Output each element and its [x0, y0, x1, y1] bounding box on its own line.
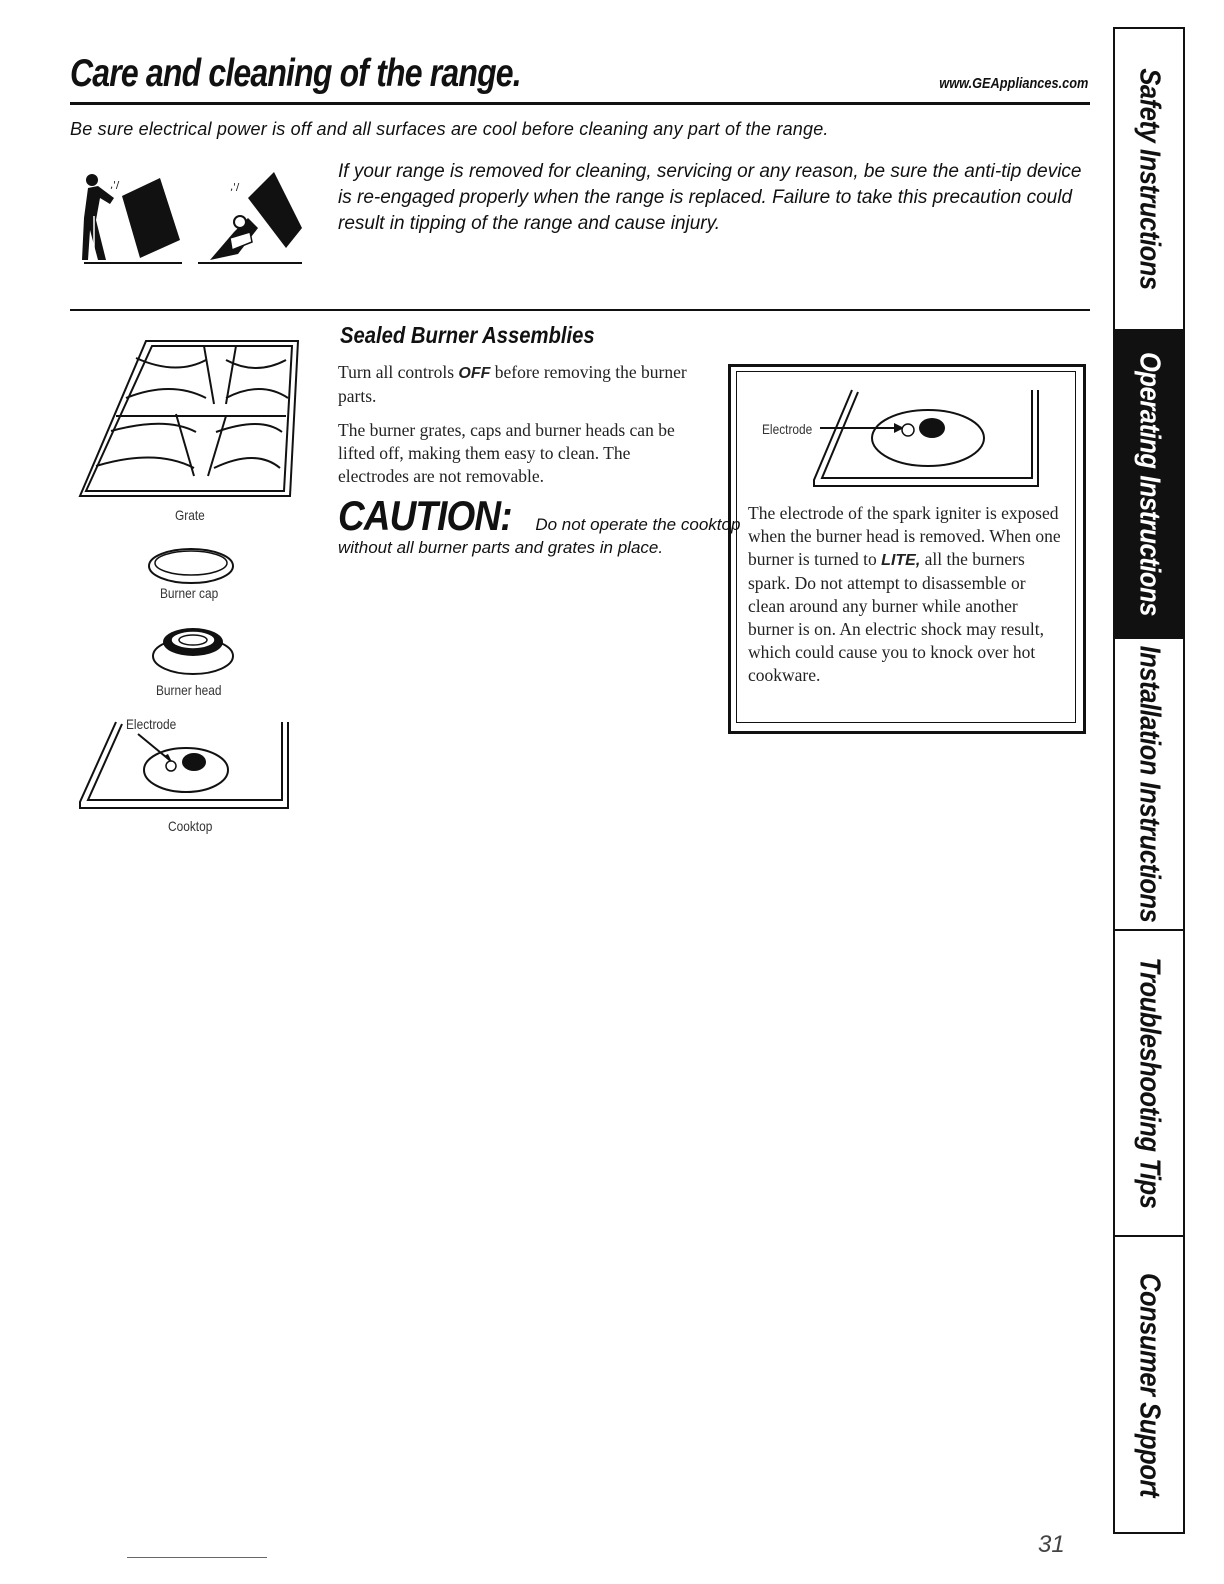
burner-cap-illustration	[146, 546, 236, 586]
tab-consumer-support[interactable]	[1115, 1237, 1183, 1532]
section-heading: Sealed Burner Assemblies	[340, 322, 595, 348]
tab-safety-instructions[interactable]	[1115, 29, 1183, 331]
paragraph-removable-parts: The burner grates, caps and burner heads can be lifted off, making them easy to clean. The electrodes are not removable.	[338, 420, 675, 486]
caution-text-1: Do not operate the cooktop	[535, 515, 741, 534]
svg-text:,'/: ,'/	[230, 182, 240, 193]
page-title: Care and cleaning of the range.	[70, 52, 521, 95]
box-text-after: all the burners spark. Do not attempt to disassemble or clean around any burner while another burner is on. An electric shock may result, which could cause you to knock over hot cookware.	[748, 549, 1044, 685]
caution-line	[338, 492, 740, 540]
side-tabs	[1113, 27, 1185, 1534]
burner-cap-label: Burner cap	[160, 585, 219, 601]
section-rule	[70, 309, 1090, 311]
box-electrode-label: Electrode	[762, 421, 813, 437]
grate-label: Grate	[175, 507, 205, 523]
paragraph-controls-off	[338, 361, 698, 408]
tab-consumer-label: Consumer Support	[1133, 1272, 1166, 1497]
cooktop-label: Cooktop	[168, 818, 213, 834]
svg-text:,'/: ,'/	[110, 180, 120, 191]
box-bold-lite: LITE,	[881, 552, 921, 569]
footer-line	[127, 1557, 267, 1558]
tab-troubleshooting-label: Troubleshooting Tips	[1133, 957, 1166, 1209]
box-electrode-illustration	[800, 386, 1050, 496]
website-url[interactable]: www.GEAppliances.com	[938, 75, 1088, 92]
burner-head-illustration	[148, 620, 238, 680]
anti-tip-illustration	[80, 158, 310, 268]
tab-operating-instructions[interactable]	[1115, 331, 1183, 639]
electrode-note-text	[748, 502, 1066, 687]
caution-word: CAUTION:	[338, 492, 512, 539]
tab-safety-label: Safety Instructions	[1133, 68, 1166, 290]
burner-head-label: Burner head	[156, 682, 222, 698]
p1-text-after: before removing the burner parts.	[338, 362, 687, 406]
cooktop-illustration	[76, 712, 294, 812]
header-rule	[70, 102, 1090, 105]
grate-illustration	[76, 336, 302, 506]
anti-tip-warning: If your range is removed for cleaning, servicing or any reason, be sure the anti-tip device is re-engaged properly when the range is replaced. Failure to take this precaution could result in tipping of the range and cause injury.	[338, 161, 1082, 234]
intro-warning: Be sure electrical power is off and all surfaces are cool before cleaning any part of the range.	[70, 119, 829, 139]
p1-text-before: Turn all controls	[338, 362, 459, 382]
p1-bold-off: OFF	[458, 365, 491, 382]
box-text-before: The electrode of the spark igniter is exposed when the burner head is removed. When one burner is turned to	[748, 503, 1061, 569]
page-number: 31	[1038, 1531, 1065, 1558]
electrode-label: Electrode	[126, 716, 177, 732]
tab-installation-label: Installation Instructions	[1133, 645, 1166, 923]
tab-troubleshooting-tips[interactable]	[1115, 931, 1183, 1237]
caution-text-2: without all burner parts and grates in place.	[338, 538, 664, 557]
tab-installation-instructions[interactable]	[1115, 639, 1183, 931]
tab-operating-label: Operating Instructions	[1133, 352, 1166, 616]
